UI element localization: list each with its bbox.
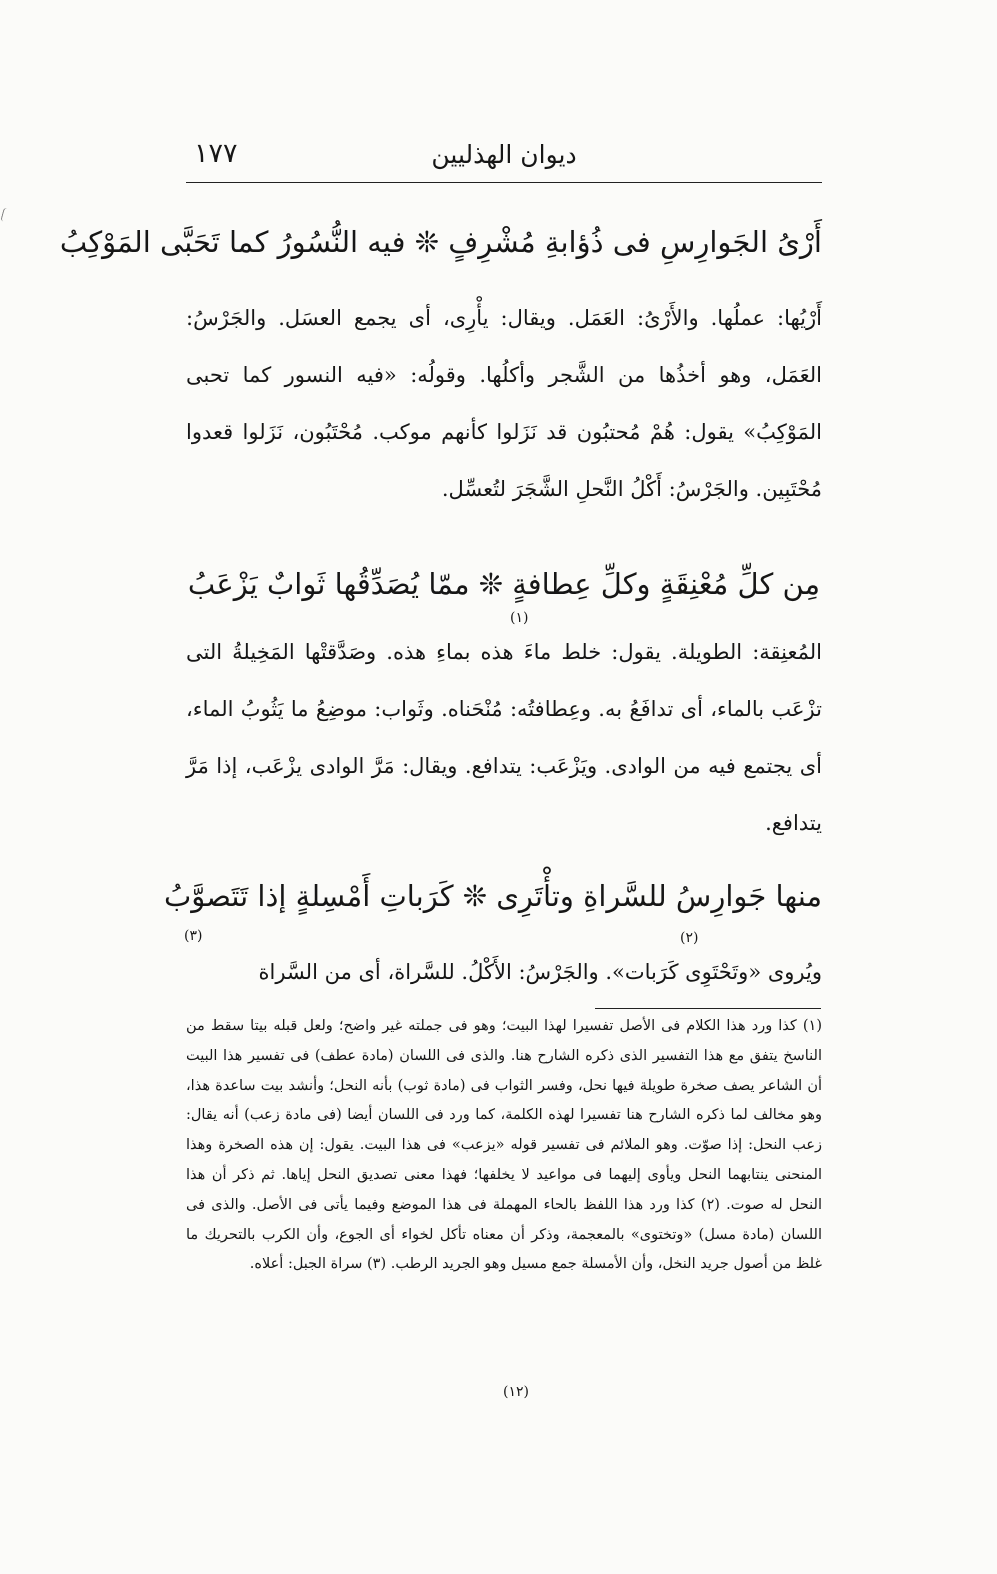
footnotes-text: (١) كذا ورد هذا الكلام فى الأصل تفسيرا لهذا البيت؛ وهو فى جملته غير واضح؛ ولعل قبله بيتا سقط من الناسخ يتفق مع هذا التفسير الذى ذكره الشارح هنا. والذى فى اللسان (مادة عطف) فى تفسير هذا البيت أن الشاعر يصف صخرة طويلة فيها نحل، وفسر الثواب فى (مادة ثوب) بأنه النحل؛ وأنشد بيت ساعدة هذا، وهو مخالف لما ذكره الشارح هنا تفسيرا لهذه الكلمة، كما ورد فى اللسان أيضا (فى مادة زعب) أنه يقال: زعب النحل: إذا صوّت. وهو الملائم فى تفسير قوله «يزعب» فى هذا البيت. يقول: إن هذه الصخرة وهذا المنحنى ينتابهما النحل ويأوى إليهما فى مواعيد لا يخلفها؛ فهذا معنى تصديق النحل إياها. ثم ذكر أن هذا النحل له صوت. (٢) كذا ورد هذا اللفظ بالحاء المهملة فى هذا الموضع وفيما يأتى فى الأصل. والذى فى اللسان (مادة مسل) «وتختوى» بالمعجمة، وذكر أن معناه تأكل لخواء أى الجوع، وأن الكرب بالتحريك ما غلظ من أصول جريد النخل، وأن الأمسلة جمع مسيل وهو الجريد الرطب. (٣) سراة الجبل: أعلاه. <box>186 1018 822 1273</box>
commentary-2-text: المُعنِقة: الطويلة. يقول: خلط ماءَ هذه بماءِ هذه. وصَدَّقتْها المَخِيلةُ التى تزْعَب بالماء، أى تدافَعُ به. وعِطافتُه: مُنْحَناه. وثَواب: موضِعُ ما يَثُوبُ الماء، أى يجتمع فيه من الوادى. ويَزْعَب: يتدافع. ويقال: مَرَّ الوادى يزْعَب، إذا مَرَّ يتدافع. <box>186 640 822 835</box>
margin-mark <box>0 207 10 222</box>
footnote-rule <box>595 1008 821 1009</box>
commentary-3-text: ويُروى «وتَحْتَوِى كَرَبات». والجَرْسُ: الأَكْلُ. للسَّراة، أى من السَّراة <box>258 960 822 984</box>
verse-2: مِن كلِّ مُعْنِقَةٍ وكلِّ عِطافةٍ ❊ ممّا يُصَدِّقُها ثَوابٌ يَزْعَبُ <box>187 567 821 601</box>
running-header <box>186 134 822 180</box>
footnotes <box>186 1012 822 1280</box>
header-rule <box>186 182 822 183</box>
footnote-mark-3: (٣) <box>184 928 203 944</box>
signature-mark: (١٢) <box>503 1384 529 1400</box>
verse-1: أَرْىُ الجَوارِسِ فى ذُؤابةِ مُشْرِفٍ ❊ فيه النُّسُورُ كما تَحَبَّى المَوْكِبُ <box>59 225 822 259</box>
commentary-3 <box>186 944 822 1001</box>
commentary-1 <box>186 290 822 530</box>
footnote-mark-2: (٢) <box>680 930 699 946</box>
running-title: ديوان الهذليين <box>431 140 577 169</box>
footnote-mark-1: (١) <box>510 610 529 626</box>
verse-3: منها جَوارِسُ للسَّراةِ وتأْتَرِى ❊ كَرَباتِ أَمْسِلةٍ إذا تَتَصوَّبُ <box>163 879 822 913</box>
commentary-1-text: أَرْيُها: عملُها. والأَرْىُ: العَمَل. ويقال: يأْرِى، أى يجمع العسَل. والجَرْسُ: العَمَل، وهو أخذُها من الشَّجر وأكلُها. وقولُه: «فيه النسور كما تحبى المَوْكِبُ» يقول: هُمْ مُحتبُون قد نَزَلوا كأنهم موكب. مُحْتَبُون، نَزَلوا قعدوا مُحْتَبِين. والجَرْسُ: أَكْلُ النَّحلِ الشَّجَرَ لتُعسِّل. <box>186 306 822 501</box>
commentary-2 <box>186 624 822 856</box>
page-number: ١٧٧ <box>194 138 238 169</box>
